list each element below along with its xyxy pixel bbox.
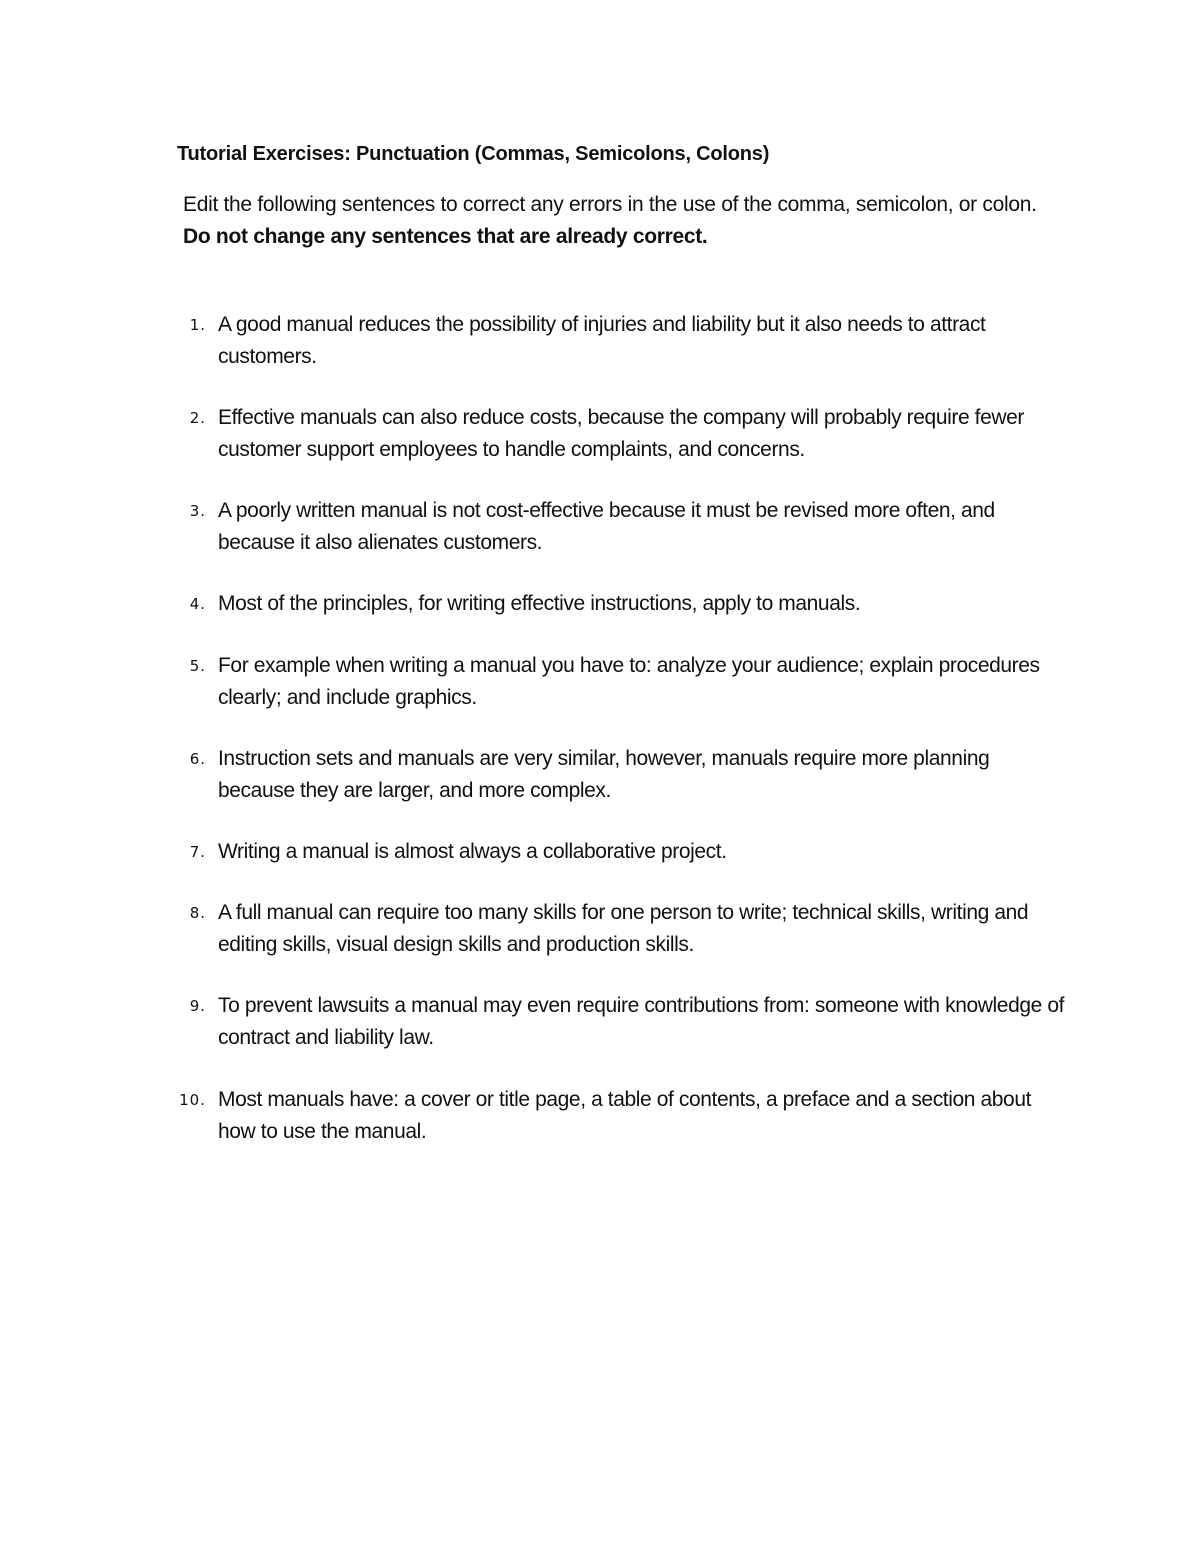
exercise-sentence: A good manual reduces the possibility of injuries and liability but it also needs to attract customers. bbox=[218, 313, 986, 368]
exercise-number: 5. bbox=[189, 657, 206, 675]
exercise-sentence: To prevent lawsuits a manual may even require contributions from: someone with knowledge of contract and liability law. bbox=[218, 994, 1065, 1049]
exercise-number: 2. bbox=[189, 409, 206, 427]
instructions-text: Edit the following sentences to correct any errors in the use of the comma, semicolon, or colon. bbox=[183, 193, 1037, 216]
document-title: Tutorial Exercises: Punctuation (Commas, Semicolons, Colons) bbox=[177, 143, 770, 165]
exercise-number: 9. bbox=[189, 997, 206, 1015]
exercise-sentence: A poorly written manual is not cost-effective because it must be revised more often, and because it also alienates customers. bbox=[218, 499, 995, 554]
exercise-number: 7. bbox=[189, 843, 206, 861]
exercise-number: 6. bbox=[189, 750, 206, 768]
exercise-sentence: Effective manuals can also reduce costs, because the company will probably require fewer customer support employees to handle complaints, and concerns. bbox=[218, 406, 1025, 461]
exercise-number: 3. bbox=[189, 502, 206, 520]
exercise-sentence: Most of the principles, for writing effective instructions, apply to manuals. bbox=[218, 592, 861, 615]
exercise-number: 8. bbox=[189, 904, 206, 922]
exercise-sentence: Writing a manual is almost always a collaborative project. bbox=[218, 840, 727, 863]
instructions-paragraph bbox=[183, 189, 1063, 253]
exercise-number: 4. bbox=[189, 595, 206, 613]
exercise-sentence: For example when writing a manual you have to: analyze your audience; explain procedures clearly; and include graphics. bbox=[218, 654, 1040, 709]
instructions-bold-note: Do not change any sentences that are already correct. bbox=[183, 225, 708, 248]
exercise-sentence: Instruction sets and manuals are very similar, however, manuals require more planning because they are larger, and more complex. bbox=[218, 747, 990, 802]
exercise-sentence: A full manual can require too many skills for one person to write; technical skills, writing and editing skills, visual design skills and production skills. bbox=[218, 901, 1029, 956]
exercise-sentence: Most manuals have: a cover or title page, a table of contents, a preface and a section about how to use the manual. bbox=[218, 1088, 1032, 1143]
exercise-number: 10. bbox=[179, 1091, 206, 1109]
exercise-number: 1. bbox=[189, 316, 206, 334]
